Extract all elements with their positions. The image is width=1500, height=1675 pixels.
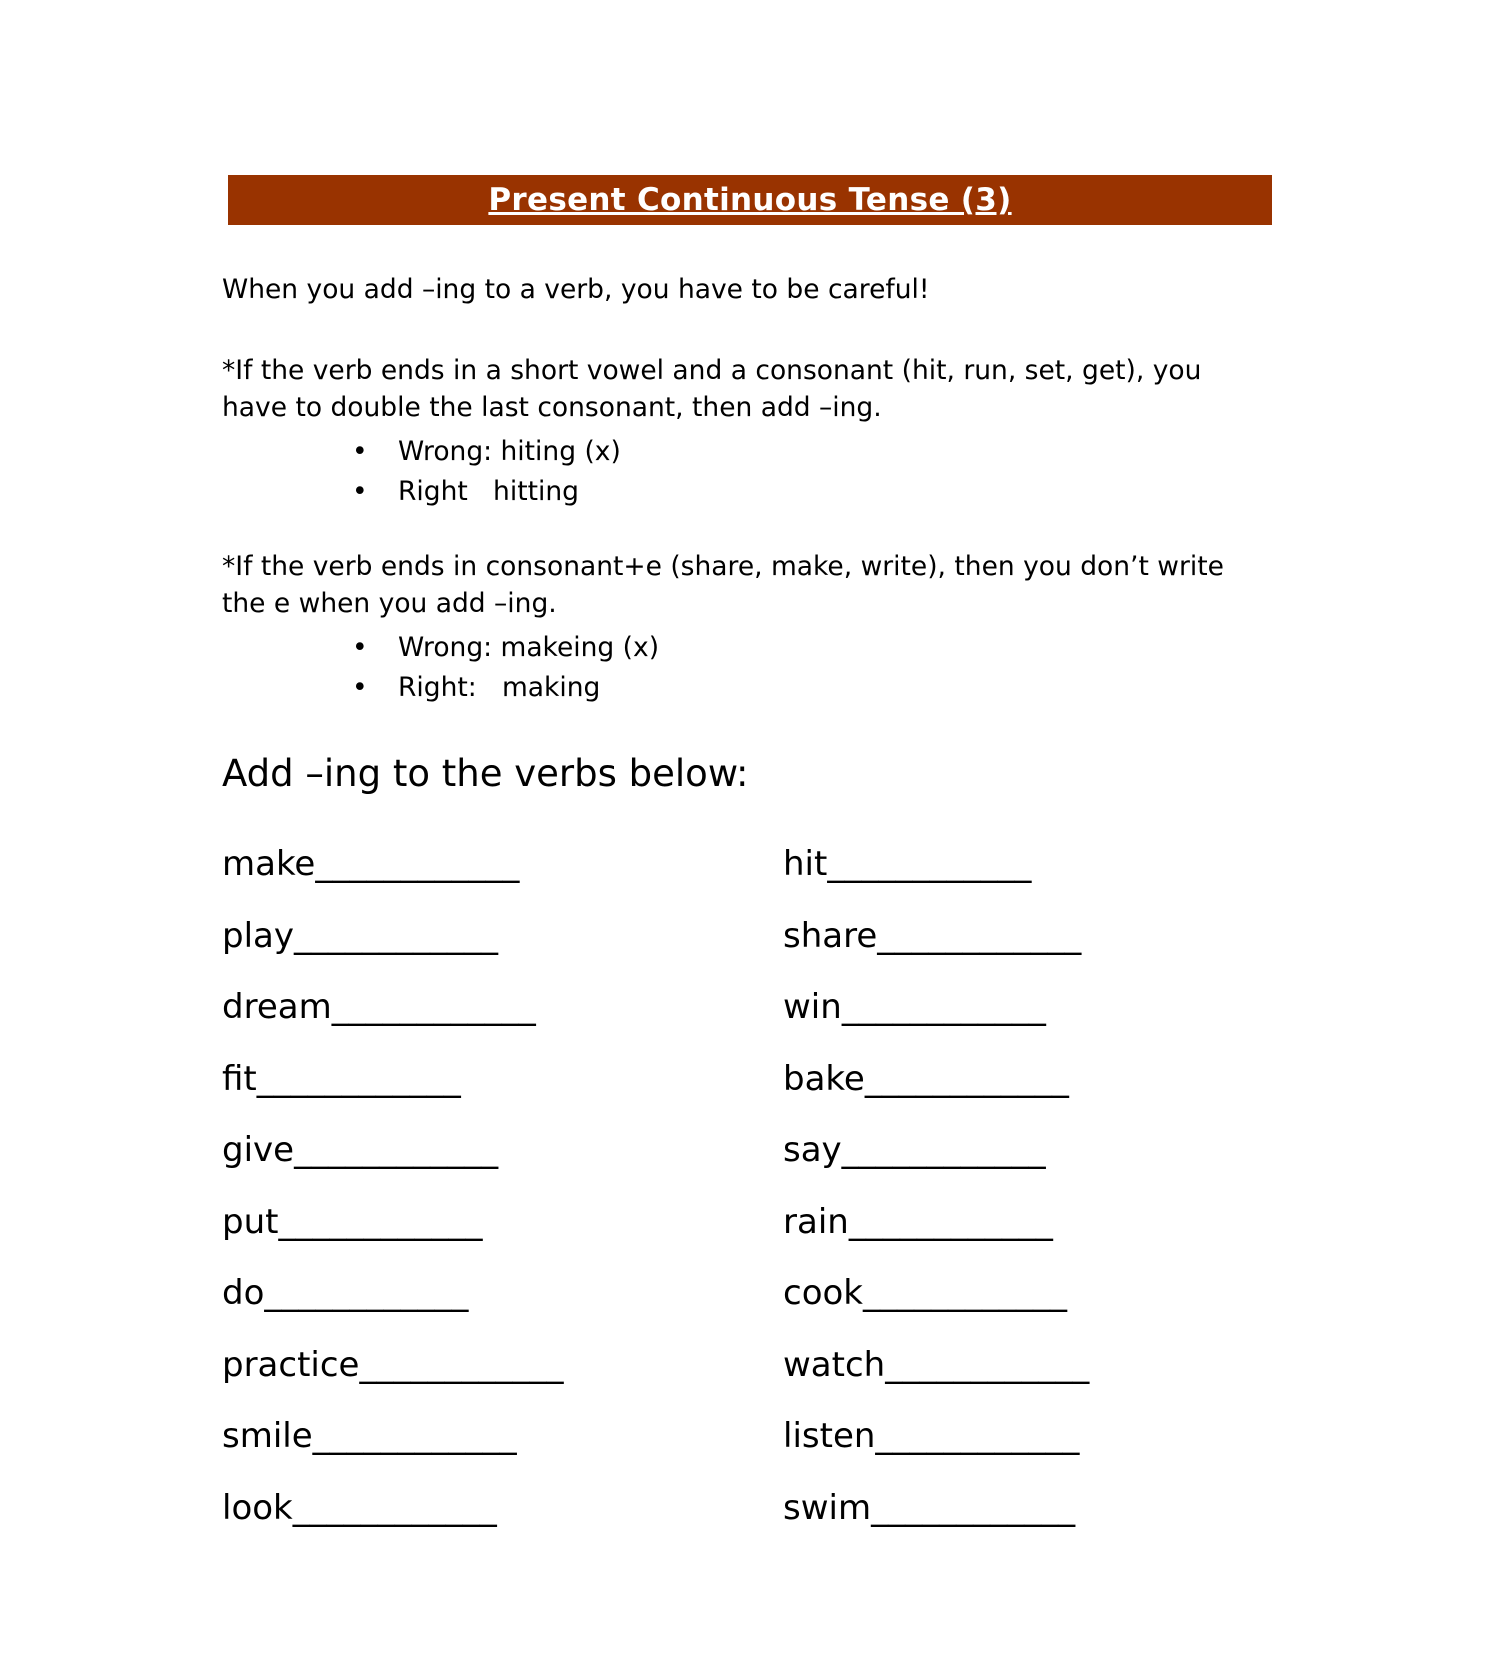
verb-blank-item bbox=[783, 1343, 1270, 1388]
answer-blank: ____________ bbox=[312, 1416, 517, 1456]
answer-blank: ____________ bbox=[877, 915, 1082, 956]
verb-blank-item bbox=[222, 914, 783, 959]
verb-blank-item bbox=[783, 914, 1270, 959]
bullet-item bbox=[352, 472, 1270, 512]
answer-blank: ____________ bbox=[293, 915, 498, 956]
verb-blank-item bbox=[222, 1271, 783, 1316]
verb-label: smile bbox=[222, 1416, 313, 1456]
intro-text: When you add –ing to a verb, you have to be careful! bbox=[222, 274, 930, 305]
rule-1-bullets bbox=[222, 432, 1270, 512]
answer-blank: ____________ bbox=[841, 987, 1046, 1027]
verb-blank-item bbox=[783, 1486, 1270, 1531]
exercise-heading: Add –ing to the verbs below: bbox=[222, 752, 749, 795]
verb-label: fit bbox=[222, 1058, 257, 1099]
bullet-text: Right: making bbox=[398, 672, 601, 703]
verb-row bbox=[222, 1128, 1270, 1200]
verb-row bbox=[222, 985, 1270, 1057]
verb-label: swim bbox=[783, 1487, 872, 1528]
verb-row bbox=[222, 1343, 1270, 1415]
bullet-item bbox=[352, 432, 1270, 472]
verb-label: dream bbox=[222, 987, 332, 1027]
bullet-item bbox=[352, 668, 1270, 708]
answer-blank: ____________ bbox=[863, 1273, 1067, 1313]
rule-2-bullets bbox=[222, 628, 1270, 708]
bullet-text: Wrong: hiting (x) bbox=[398, 436, 621, 467]
verb-label: play bbox=[222, 915, 294, 956]
verb-label: watch bbox=[783, 1344, 886, 1385]
verb-row bbox=[222, 1057, 1270, 1129]
verb-label: say bbox=[783, 1130, 842, 1170]
verb-blank-item bbox=[783, 842, 1270, 887]
verb-label: share bbox=[783, 915, 878, 956]
verb-label: practice bbox=[222, 1344, 360, 1385]
verb-label: put bbox=[222, 1201, 279, 1242]
bullet-icon: • bbox=[352, 632, 368, 663]
bullet-item bbox=[352, 628, 1270, 668]
rule-2-text: *If the verb ends in consonant+e (share, make, write), then you don’t write the e when you add –ing. bbox=[222, 551, 1224, 619]
verb-blank-item bbox=[222, 1486, 783, 1531]
page-title: Present Continuous Tense (3) bbox=[488, 182, 1012, 218]
answer-blank: ____________ bbox=[359, 1344, 564, 1385]
verb-blank-item bbox=[783, 1057, 1270, 1102]
verb-label: bake bbox=[783, 1058, 865, 1099]
verb-row bbox=[222, 842, 1270, 914]
answer-blank: ____________ bbox=[885, 1344, 1090, 1385]
answer-blank: ____________ bbox=[256, 1058, 461, 1099]
verb-label: listen bbox=[783, 1416, 876, 1456]
verb-blank-item bbox=[783, 1271, 1270, 1316]
verb-blank-item bbox=[222, 1200, 783, 1245]
verb-blank-item bbox=[222, 1057, 783, 1102]
verb-blank-item bbox=[783, 985, 1270, 1030]
title-bar bbox=[228, 175, 1272, 225]
verb-blank-item bbox=[783, 1128, 1270, 1173]
verb-blank-item bbox=[222, 1128, 783, 1173]
verb-row bbox=[222, 1486, 1270, 1558]
verb-blank-item bbox=[783, 1414, 1270, 1459]
answer-blank: ____________ bbox=[331, 987, 536, 1027]
answer-blank: ____________ bbox=[871, 1487, 1076, 1528]
verb-label: rain bbox=[783, 1201, 849, 1242]
verb-row bbox=[222, 1414, 1270, 1486]
bullet-icon: • bbox=[352, 672, 368, 703]
verb-exercise-list bbox=[222, 842, 1270, 1557]
answer-blank: ____________ bbox=[875, 1416, 1080, 1456]
bullet-icon: • bbox=[352, 476, 368, 507]
verb-label: win bbox=[783, 987, 842, 1027]
verb-row bbox=[222, 1271, 1270, 1343]
verb-blank-item bbox=[222, 1414, 783, 1459]
answer-blank: ____________ bbox=[864, 1058, 1069, 1099]
verb-row bbox=[222, 914, 1270, 986]
rule-1-text: *If the verb ends in a short vowel and a consonant (hit, run, set, get), you have to double the last consonant, then add –ing. bbox=[222, 355, 1202, 423]
verb-label: cook bbox=[783, 1273, 863, 1313]
answer-blank: ____________ bbox=[292, 1487, 497, 1528]
verb-blank-item bbox=[783, 1200, 1270, 1245]
bullet-icon: • bbox=[352, 436, 368, 467]
verb-label: do bbox=[222, 1273, 265, 1313]
answer-blank: ____________ bbox=[294, 1130, 499, 1170]
answer-blank: ____________ bbox=[315, 844, 520, 884]
answer-blank: ____________ bbox=[827, 844, 1032, 884]
verb-label: look bbox=[222, 1487, 293, 1528]
bullet-text: Wrong: makeing (x) bbox=[398, 632, 660, 663]
verb-blank-item bbox=[222, 1343, 783, 1388]
bullet-text: Right hitting bbox=[398, 476, 579, 507]
answer-blank: ____________ bbox=[278, 1201, 483, 1242]
answer-blank: ____________ bbox=[848, 1201, 1053, 1242]
answer-blank: ____________ bbox=[841, 1130, 1046, 1170]
verb-row bbox=[222, 1200, 1270, 1272]
worksheet-page bbox=[0, 175, 1500, 1675]
verb-blank-item bbox=[222, 985, 783, 1030]
verb-label: make bbox=[222, 844, 316, 884]
verb-label: give bbox=[222, 1130, 295, 1170]
answer-blank: ____________ bbox=[264, 1273, 469, 1313]
worksheet-content bbox=[222, 272, 1270, 1557]
verb-blank-item bbox=[222, 842, 783, 887]
verb-label: hit bbox=[783, 844, 828, 884]
